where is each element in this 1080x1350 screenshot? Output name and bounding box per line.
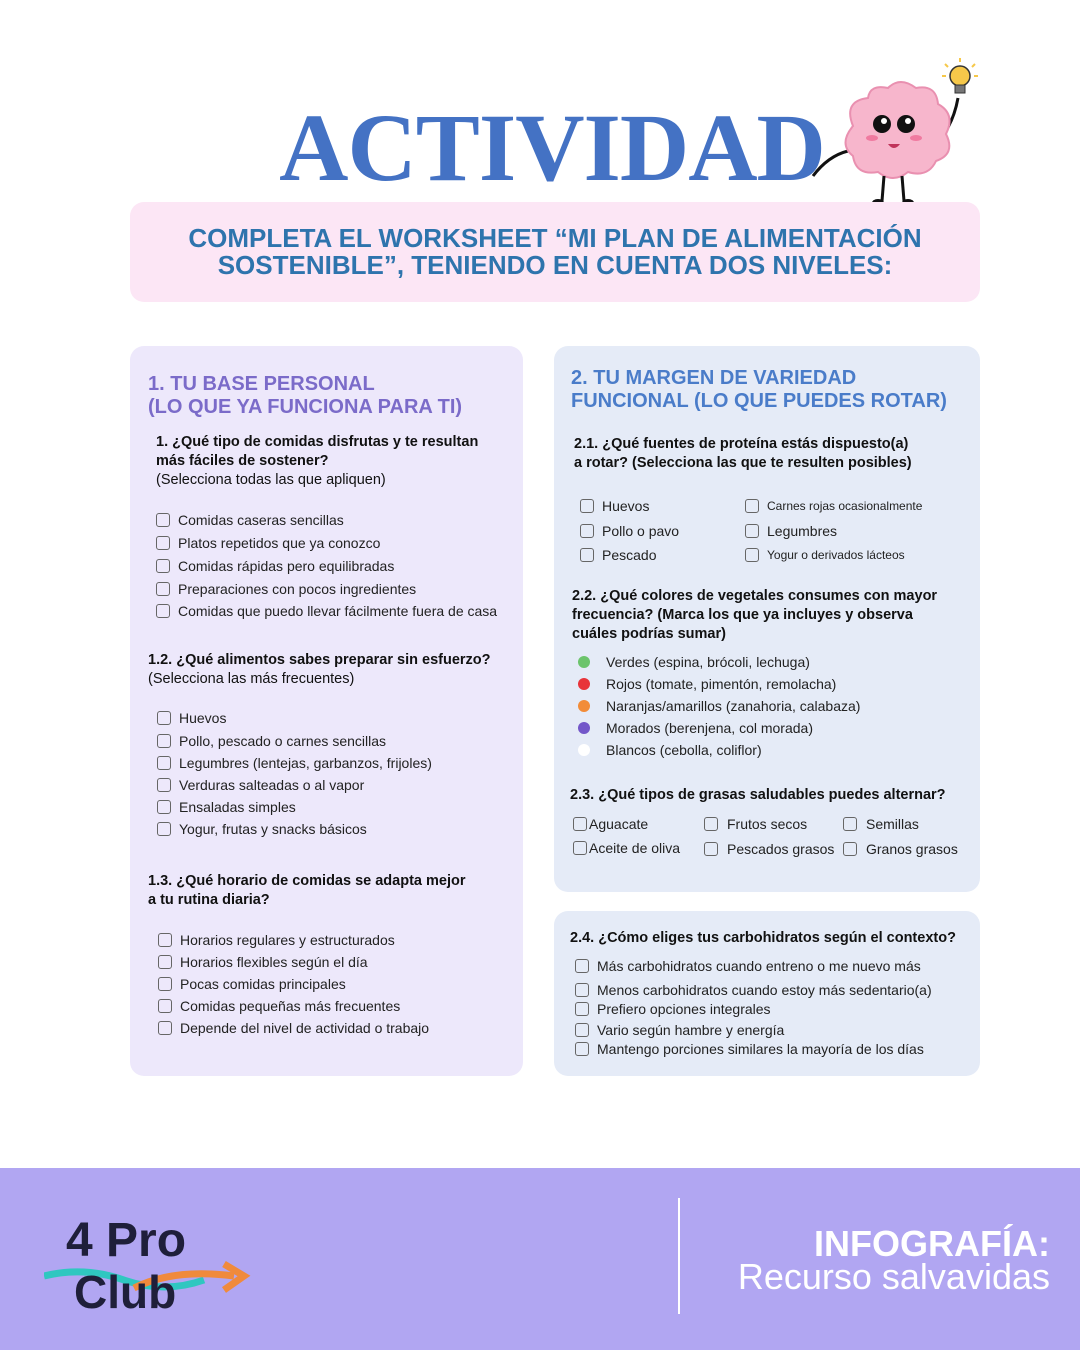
checkbox-option[interactable]: Comidas pequeñas más frecuentes	[158, 998, 400, 1014]
checkbox-icon[interactable]	[158, 977, 172, 991]
footer-divider	[678, 1198, 680, 1314]
checkbox-option[interactable]: Legumbres	[745, 523, 837, 539]
checkbox-option[interactable]: Carnes rojas ocasionalmente	[745, 499, 922, 513]
checkbox-icon[interactable]	[580, 524, 594, 538]
carbohidratos-card	[554, 911, 980, 1076]
checkbox-option[interactable]: Pescado	[580, 547, 656, 563]
color-option-morados: Morados (berenjena, col morada)	[578, 720, 813, 736]
checkbox-option[interactable]: Depende del nivel de actividad o trabajo	[158, 1020, 429, 1036]
checkbox-icon[interactable]	[158, 933, 172, 947]
checkbox-option[interactable]: Platos repetidos que ya conozco	[156, 535, 380, 551]
checkbox-option[interactable]: Ensaladas simples	[157, 799, 296, 815]
instructions-banner	[130, 202, 980, 302]
checkbox-option[interactable]: Horarios flexibles según el día	[158, 954, 368, 970]
svg-text:4 Pro: 4 Pro	[66, 1214, 187, 1267]
checkbox-option[interactable]: Aguacate	[573, 816, 648, 832]
checkbox-icon[interactable]	[157, 778, 171, 792]
checkbox-icon[interactable]	[573, 817, 587, 831]
question-1-2: 1.2. ¿Qué alimentos sabes preparar sin esfuerzo? (Selecciona las más frecuentes)	[148, 652, 491, 687]
checkbox-option[interactable]: Pocas comidas principales	[158, 976, 346, 992]
page-title: ACTIVIDAD	[279, 94, 825, 201]
footer-subheading: Recurso salvavidas	[737, 1256, 1050, 1297]
checkbox-icon[interactable]	[156, 582, 170, 596]
checkbox-option[interactable]: Menos carbohidratos cuando estoy más sedentario(a)	[575, 982, 932, 998]
color-option-verdes: Verdes (espina, brócoli, lechuga)	[578, 654, 810, 670]
checkbox-icon[interactable]	[156, 559, 170, 573]
checkbox-icon[interactable]	[745, 548, 759, 562]
checkbox-icon[interactable]	[157, 734, 171, 748]
checkbox-option[interactable]: Pollo o pavo	[580, 523, 679, 539]
purple-dot-icon	[578, 722, 590, 734]
checkbox-option[interactable]: Huevos	[157, 710, 226, 726]
checkbox-option[interactable]: Comidas caseras sencillas	[156, 512, 344, 528]
checkbox-option[interactable]: Preparaciones con pocos ingredientes	[156, 581, 416, 597]
checkbox-option[interactable]: Horarios regulares y estructurados	[158, 932, 395, 948]
question-2-3: 2.3. ¿Qué tipos de grasas saludables puedes alternar?	[570, 787, 946, 803]
checkbox-icon[interactable]	[156, 604, 170, 618]
checkbox-icon[interactable]	[575, 1042, 589, 1056]
white-dot-icon	[578, 744, 590, 756]
green-dot-icon	[578, 656, 590, 668]
checkbox-option[interactable]: Más carbohidratos cuando entreno o me nuevo más	[575, 958, 921, 974]
checkbox-option[interactable]: Semillas	[843, 816, 919, 832]
checkbox-icon[interactable]	[157, 822, 171, 836]
checkbox-icon[interactable]	[575, 959, 589, 973]
orange-dot-icon	[578, 700, 590, 712]
color-option-blancos: Blancos (cebolla, coliflor)	[578, 742, 762, 758]
footer-heading: INFOGRAFÍA:	[814, 1223, 1050, 1264]
svg-text:Club: Club	[74, 1266, 177, 1318]
checkbox-icon[interactable]	[156, 513, 170, 527]
checkbox-icon[interactable]	[158, 1021, 172, 1035]
checkbox-option[interactable]: Comidas rápidas pero equilibradas	[156, 558, 394, 574]
question-2-1: 2.1. ¿Qué fuentes de proteína estás dispuesto(a) a rotar? (Selecciona las que te resulten posibles)	[574, 436, 912, 471]
brain-mascot-icon	[808, 56, 988, 216]
checkbox-icon[interactable]	[157, 711, 171, 725]
checkbox-icon[interactable]	[157, 756, 171, 770]
checkbox-icon[interactable]	[156, 536, 170, 550]
base-personal-card	[130, 346, 523, 1076]
4proclub-logo	[44, 1208, 254, 1318]
checkbox-icon[interactable]	[157, 800, 171, 814]
checkbox-icon[interactable]	[573, 841, 587, 855]
checkbox-option[interactable]: Yogur, frutas y snacks básicos	[157, 821, 367, 837]
checkbox-icon[interactable]	[843, 817, 857, 831]
checkbox-option[interactable]: Verduras salteadas o al vapor	[157, 777, 364, 793]
checkbox-icon[interactable]	[575, 1023, 589, 1037]
checkbox-icon[interactable]	[843, 842, 857, 856]
checkbox-icon[interactable]	[158, 999, 172, 1013]
question-1-1: 1. ¿Qué tipo de comidas disfrutas y te resultan más fáciles de sostener? (Selecciona todas las que apliquen)	[156, 434, 479, 488]
checkbox-icon[interactable]	[575, 1002, 589, 1016]
question-1-3: 1.3. ¿Qué horario de comidas se adapta mejor a tu rutina diaria?	[148, 873, 466, 908]
checkbox-option[interactable]: Pollo, pescado o carnes sencillas	[157, 733, 386, 749]
checkbox-icon[interactable]	[745, 524, 759, 538]
red-dot-icon	[578, 678, 590, 690]
checkbox-icon[interactable]	[158, 955, 172, 969]
footer	[0, 1168, 1080, 1350]
section-title-base-personal: 1. TU BASE PERSONAL (LO QUE YA FUNCIONA PARA TI)	[148, 373, 463, 418]
color-option-rojos: Rojos (tomate, pimentón, remolacha)	[578, 676, 836, 692]
banner-line-1: COMPLETA EL WORKSHEET “MI PLAN DE ALIMENTACIÓN	[188, 223, 922, 253]
checkbox-icon[interactable]	[704, 842, 718, 856]
checkbox-icon[interactable]	[580, 548, 594, 562]
checkbox-option[interactable]: Huevos	[580, 498, 649, 514]
checkbox-option[interactable]: Mantengo porciones similares la mayoría de los días	[575, 1041, 924, 1057]
color-option-naranjas: Naranjas/amarillos (zanahoria, calabaza)	[578, 698, 860, 714]
checkbox-option[interactable]: Vario según hambre y energía	[575, 1022, 784, 1038]
section-title-variedad: 2. TU MARGEN DE VARIEDAD FUNCIONAL (LO QUE PUEDES ROTAR)	[571, 367, 947, 412]
variedad-funcional-card	[554, 346, 980, 892]
checkbox-icon[interactable]	[745, 499, 759, 513]
checkbox-option[interactable]: Prefiero opciones integrales	[575, 1001, 771, 1017]
question-2-4: 2.4. ¿Cómo eliges tus carbohidratos según el contexto?	[570, 930, 956, 946]
checkbox-option[interactable]: Pescados grasos	[704, 841, 834, 857]
banner-line-2: SOSTENIBLE”, TENIENDO EN CUENTA DOS NIVELES:	[217, 250, 893, 280]
checkbox-option[interactable]: Comidas que puedo llevar fácilmente fuera de casa	[156, 603, 497, 619]
checkbox-option[interactable]: Yogur o derivados lácteos	[745, 548, 905, 562]
checkbox-option[interactable]: Granos grasos	[843, 841, 958, 857]
checkbox-option[interactable]: Aceite de oliva	[573, 840, 680, 856]
checkbox-option[interactable]: Frutos secos	[704, 816, 807, 832]
checkbox-icon[interactable]	[580, 499, 594, 513]
checkbox-icon[interactable]	[575, 983, 589, 997]
checkbox-icon[interactable]	[704, 817, 718, 831]
checkbox-option[interactable]: Legumbres (lentejas, garbanzos, frijoles)	[157, 755, 432, 771]
question-2-2: 2.2. ¿Qué colores de vegetales consumes con mayor frecuencia? (Marca los que ya incluyes y observa cuáles podrías sumar)	[572, 588, 938, 642]
